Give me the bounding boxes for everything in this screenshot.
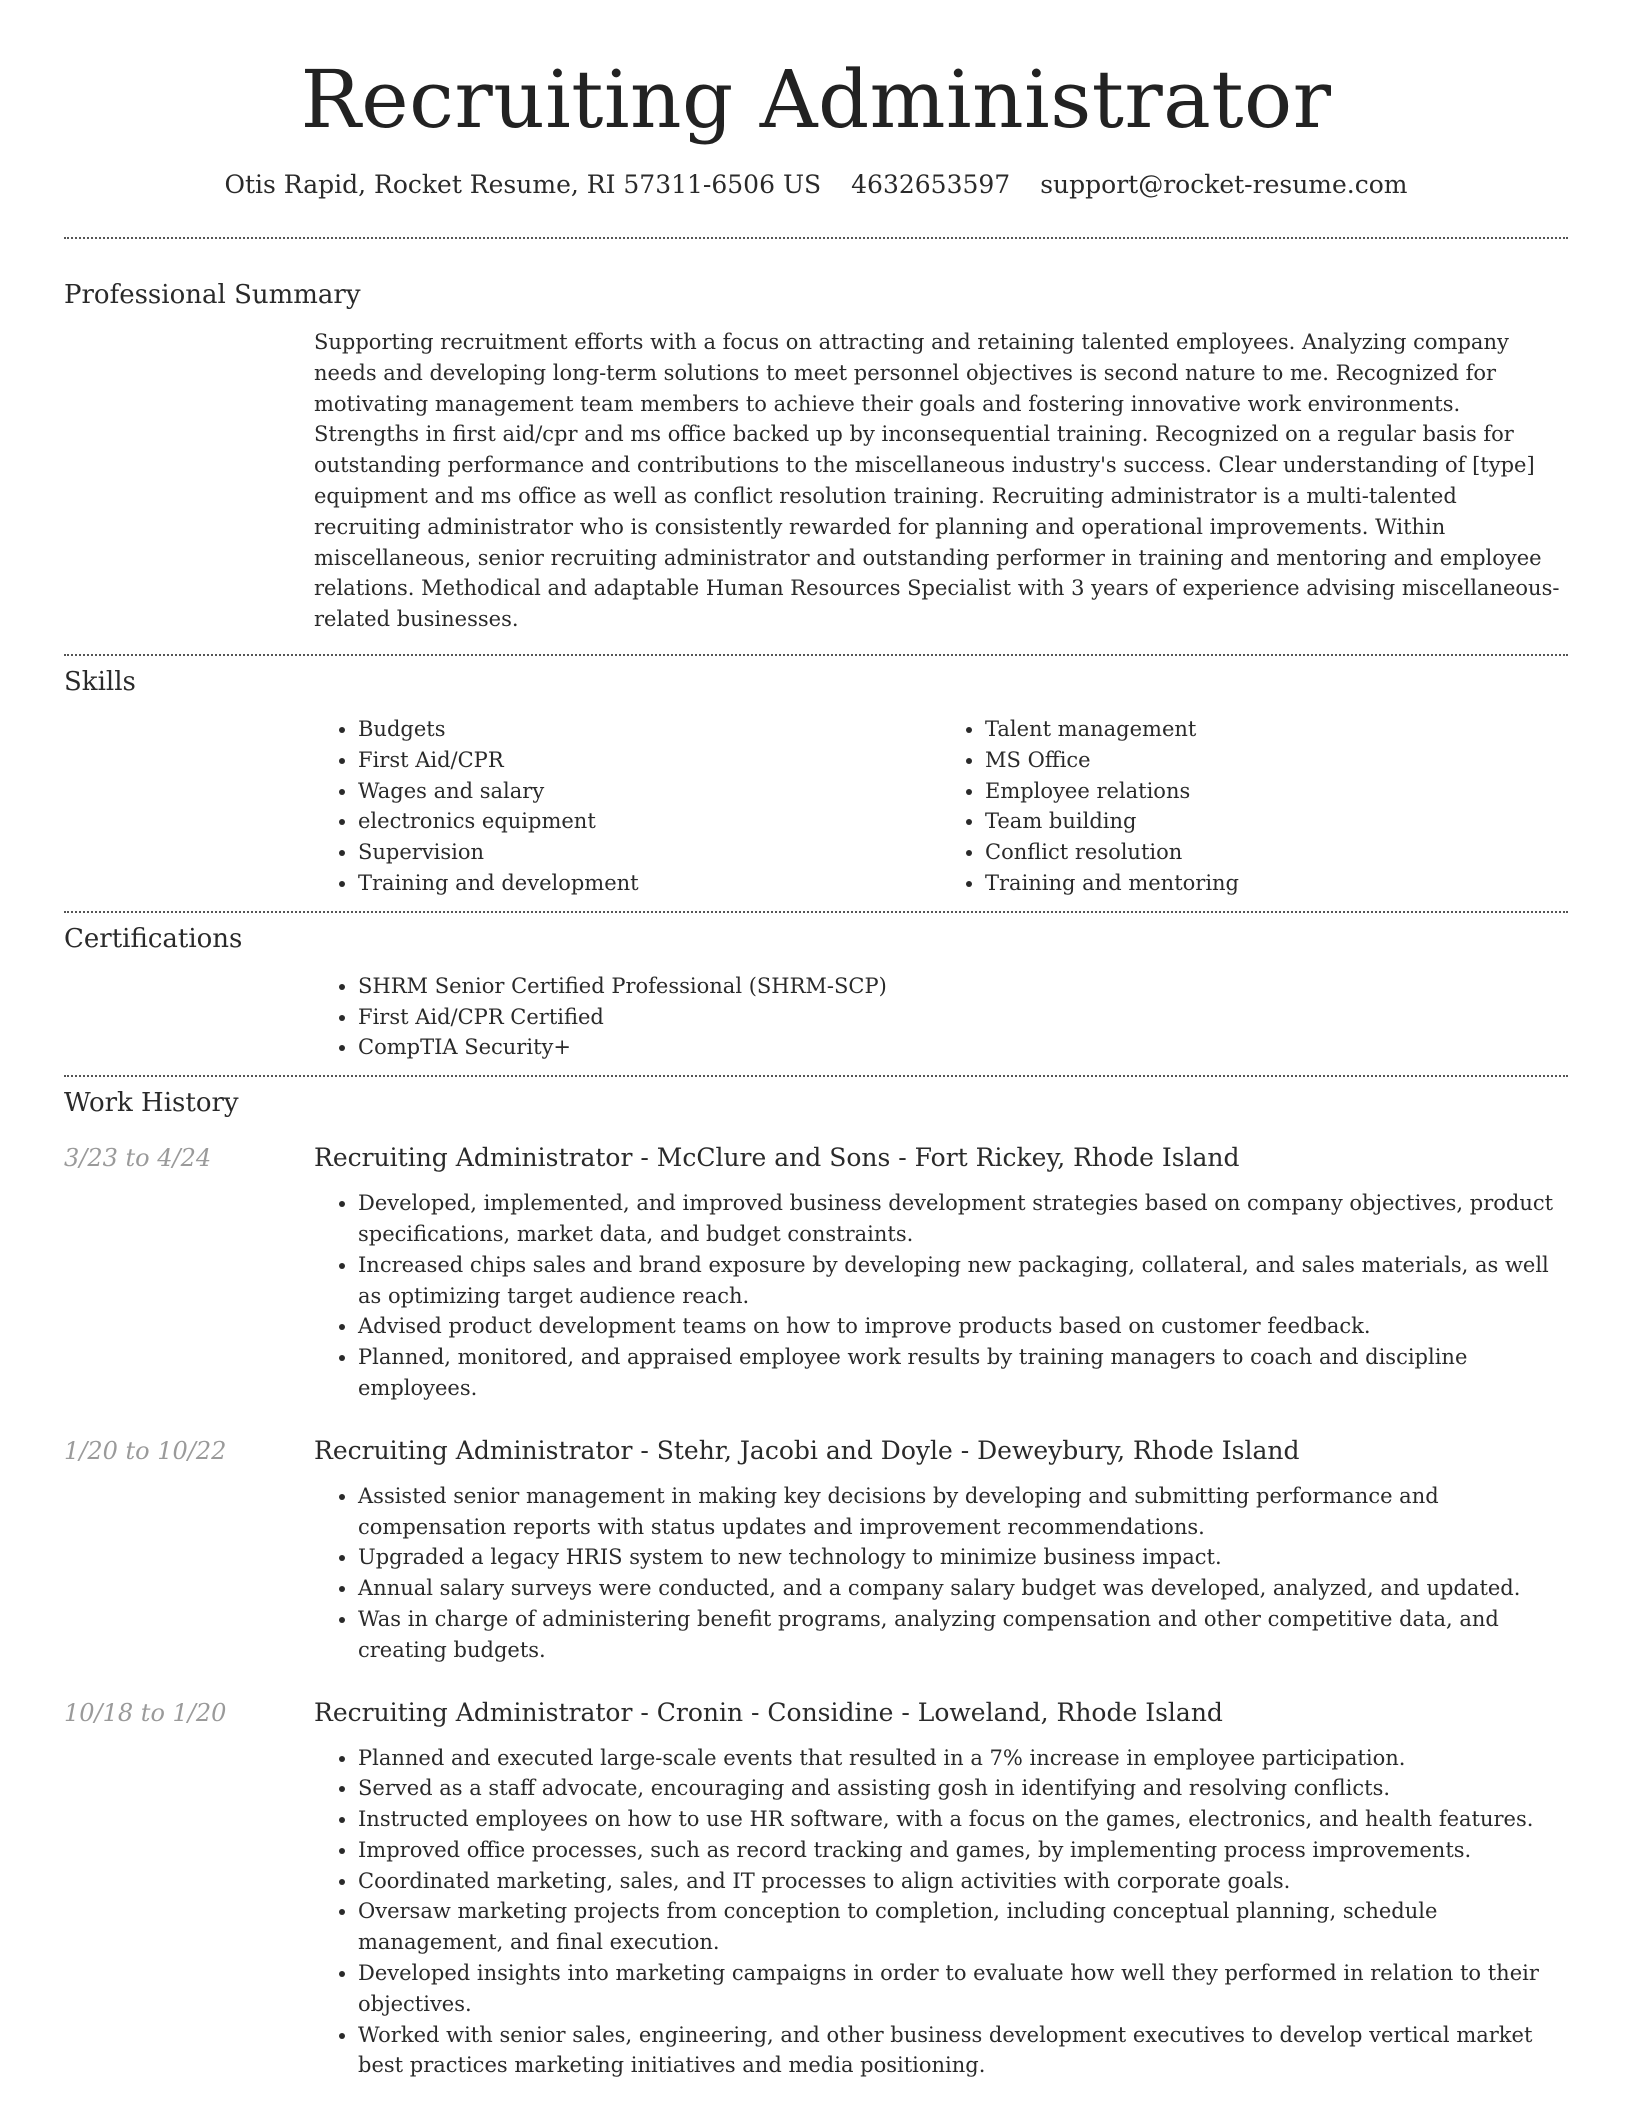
- contact-email: support@rocket-resume.com: [1040, 170, 1408, 199]
- job-dates: 3/23 to 4/24: [64, 1144, 212, 1173]
- list-item: • Increased chips sales and brand exposure by developing new packaging, collateral, and sales materials, as well as optimizing target audience reach.: [358, 1250, 1568, 1312]
- list-item: • MS Office: [985, 745, 1568, 776]
- job-bullets: [314, 1743, 1568, 2082]
- section-title-skills: Skills: [64, 666, 136, 697]
- list-item: • Developed, implemented, and improved business development strategies based on company objectives, product specifications, market data, and budget constraints.: [358, 1188, 1568, 1250]
- divider: [64, 237, 1568, 239]
- divider: [64, 1075, 1568, 1077]
- job-bullets: [314, 1481, 1568, 1666]
- divider: [64, 654, 1568, 656]
- list-item: • Coordinated marketing, sales, and IT processes to align activities with corporate goals.: [358, 1866, 1568, 1897]
- list-item: • SHRM Senior Certified Professional (SHRM-SCP): [358, 971, 1568, 1002]
- list-item: • Assisted senior management in making key decisions by developing and submitting performance and compensation reports with status updates and improvement recommendations.: [358, 1481, 1568, 1543]
- list-item: • Talent management: [985, 714, 1568, 745]
- list-item: • Oversaw marketing projects from conception to completion, including conceptual planning, schedule management, and final execution.: [358, 1896, 1568, 1958]
- job-bullets: [314, 1188, 1568, 1404]
- job-heading: Recruiting Administrator - Cronin - Considine - Loweland, Rhode Island: [314, 1697, 1223, 1727]
- list-item: • First Aid/CPR: [358, 745, 941, 776]
- job-entry: [64, 1141, 1568, 1404]
- list-item: • Training and development: [358, 868, 941, 899]
- list-item: • Team building: [985, 806, 1568, 837]
- candidate-name: Recruiting Administrator: [300, 53, 1332, 146]
- skills-list: [314, 714, 1568, 899]
- contact-phone: 4632653597: [851, 170, 1011, 199]
- section-title-certifications: Certifications: [64, 923, 243, 954]
- job-entry: [64, 1696, 1568, 2082]
- list-item: • Worked with senior sales, engineering, and other business development executives to develop vertical market best practices marketing initiatives and media positioning.: [358, 2020, 1568, 2082]
- list-item: • Advised product development teams on how to improve products based on customer feedback.: [358, 1311, 1568, 1342]
- list-item: • Planned, monitored, and appraised employee work results by training managers to coach and discipline employees.: [358, 1342, 1568, 1404]
- certifications-list: [314, 971, 1568, 1063]
- job-heading: Recruiting Administrator - McClure and Sons - Fort Rickey, Rhode Island: [314, 1143, 1240, 1173]
- job-entry: [64, 1434, 1568, 1666]
- job-dates: 10/18 to 1/20: [64, 1698, 227, 1727]
- list-item: • Wages and salary: [358, 776, 941, 807]
- list-item: • Served as a staff advocate, encouraging and assisting gosh in identifying and resolving conflicts.: [358, 1773, 1568, 1804]
- list-item: • CompTIA Security+: [358, 1032, 1568, 1063]
- list-item: • Employee relations: [985, 776, 1568, 807]
- resume-page: [64, 0, 1568, 2081]
- skills-column-left: [314, 714, 941, 899]
- contact-line: [64, 170, 1568, 200]
- job-heading: Recruiting Administrator - Stehr, Jacobi and Doyle - Deweybury, Rhode Island: [314, 1435, 1300, 1465]
- list-item: • Planned and executed large-scale events that resulted in a 7% increase in employee participation.: [358, 1743, 1568, 1774]
- list-item: • Supervision: [358, 837, 941, 868]
- list-item: • Improved office processes, such as record tracking and games, by implementing process improvements.: [358, 1835, 1568, 1866]
- list-item: • Was in charge of administering benefit programs, analyzing compensation and other competitive data, and creating budgets.: [358, 1604, 1568, 1666]
- list-item: • First Aid/CPR Certified: [358, 1002, 1568, 1033]
- list-item: • Annual salary surveys were conducted, and a company salary budget was developed, analyzed, and updated.: [358, 1573, 1568, 1604]
- summary-text: Supporting recruitment efforts with a focus on attracting and retaining talented employees. Analyzing company needs and developing long-term solutions to meet personnel objectives is second nature to me. Recognized for motivating management team members to achieve their goals and fostering innovative work environments. Strengths in first aid/cpr and ms office backed up by inconsequential training. Recognized on a regular basis for outstanding performance and contributions to the miscellaneous industry's success. Clear understanding of [type] equipment and ms office as well as conflict resolution training. Recruiting administrator is a multi-talented recruiting administrator who is consistently rewarded for planning and operational improvements. Within miscellaneous, senior recruiting administrator and outstanding performer in training and mentoring and employee relations. Methodical and adaptable Human Resources Specialist with 3 years of experience advising miscellaneous-related businesses.: [314, 330, 1560, 632]
- divider: [64, 911, 1568, 913]
- list-item: • Training and mentoring: [985, 868, 1568, 899]
- list-item: • Budgets: [358, 714, 941, 745]
- contact-address: Otis Rapid, Rocket Resume, RI 57311-6506 US: [224, 170, 822, 199]
- list-item: • electronics equipment: [358, 806, 941, 837]
- list-item: • Developed insights into marketing campaigns in order to evaluate how well they performed in relation to their objectives.: [358, 1958, 1568, 2020]
- skills-column-right: [941, 714, 1568, 899]
- list-item: • Upgraded a legacy HRIS system to new technology to minimize business impact.: [358, 1542, 1568, 1573]
- list-item: • Instructed employees on how to use HR software, with a focus on the games, electronics, and health features.: [358, 1804, 1568, 1835]
- list-item: • Conflict resolution: [985, 837, 1568, 868]
- section-title-summary: Professional Summary: [64, 280, 361, 310]
- job-dates: 1/20 to 10/22: [64, 1436, 227, 1465]
- section-title-work-history: Work History: [64, 1088, 239, 1119]
